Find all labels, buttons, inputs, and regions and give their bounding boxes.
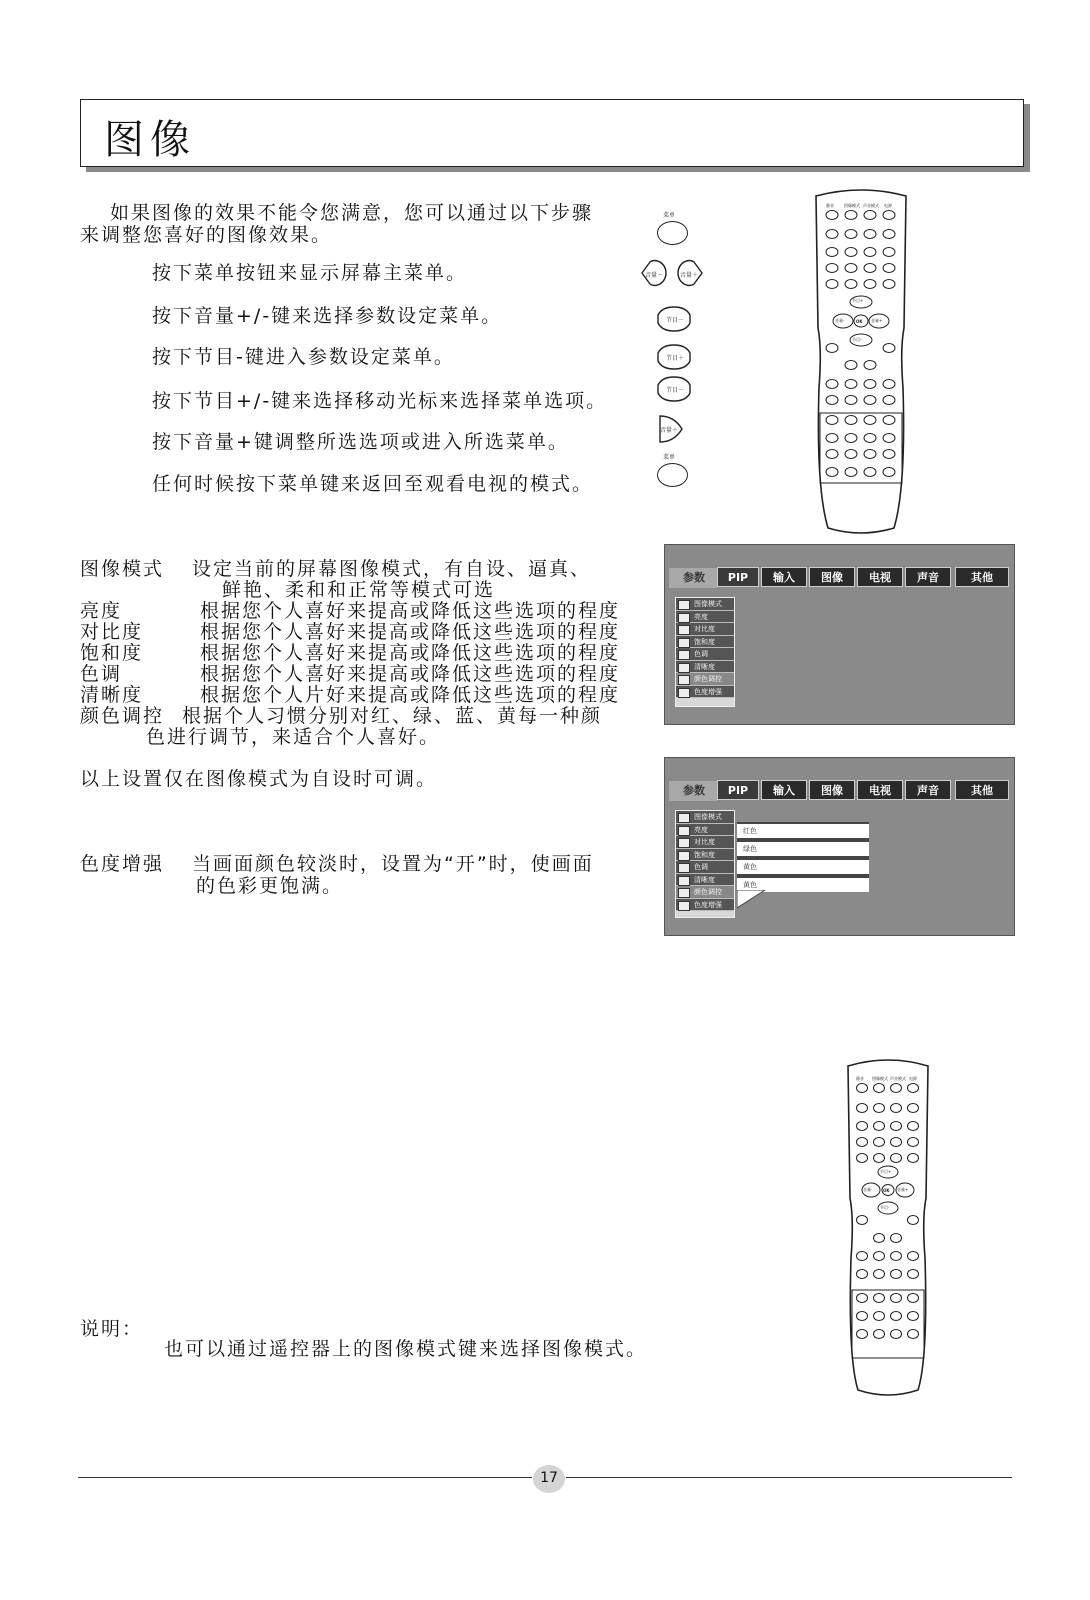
osd-color-submenu — [737, 822, 869, 892]
svg-text:OK: OK — [856, 319, 863, 324]
step-2: 按下音量+/-键来选择参数设定菜单。 — [152, 305, 503, 327]
osd-menu-screenshot — [664, 544, 1015, 725]
osd-item: 图像模式 — [676, 598, 734, 611]
osd-item-list — [675, 597, 735, 707]
svg-text:节目+: 节目+ — [880, 1169, 892, 1174]
hue-icon — [678, 863, 690, 873]
svg-text:节目-: 节目- — [852, 337, 862, 342]
osd-tab-picture: 图像 — [809, 780, 855, 800]
svg-text:音量-: 音量- — [863, 1187, 873, 1192]
osd-tab-params: 参数 — [669, 781, 717, 801]
setting-name-sharpness: 清晰度 — [80, 684, 144, 706]
osd-item-selected: 颜色调控 — [676, 673, 734, 686]
osd-tab-params: 参数 — [669, 568, 717, 588]
setting-desc-hue: 根据您个人喜好来提高或降低这些选项的程度 — [200, 663, 621, 685]
osd-item: 对比度 — [676, 836, 734, 849]
saturation-icon — [678, 851, 690, 861]
sharpness-icon — [678, 663, 690, 673]
svg-text:音量-: 音量- — [835, 318, 845, 323]
setting-name-color-enhance: 色度增强 — [80, 853, 165, 875]
osd-item-list — [675, 810, 735, 918]
osd-sub-item-yellow: 黄色 — [737, 860, 869, 874]
contrast-icon — [678, 625, 690, 635]
color-control-icon — [678, 888, 690, 898]
explain-label: 说明： — [80, 1318, 144, 1340]
setting-desc-picture-mode-2: 鲜艳、柔和和正常等模式可选 — [222, 579, 496, 601]
osd-tab-sound: 声音 — [905, 780, 951, 800]
sharpness-icon — [678, 876, 690, 886]
osd-item: 色度增强 — [676, 899, 734, 912]
svg-text:图像模式: 图像模式 — [844, 203, 860, 208]
svg-text:静音: 静音 — [826, 203, 834, 208]
svg-text:电源: 电源 — [884, 203, 892, 208]
brightness-icon — [678, 826, 690, 836]
footer-rule-right — [566, 1477, 1012, 1478]
setting-desc-contrast: 根据您个人喜好来提高或降低这些选项的程度 — [200, 621, 621, 643]
setting-desc-color-control: 根据个人习惯分别对红、绿、蓝、黄每一种颜 — [182, 705, 603, 727]
svg-text:图像模式: 图像模式 — [872, 1076, 888, 1081]
osd-sub-item-green: 绿色 — [737, 842, 869, 856]
prog-minus-label: 节目－ — [666, 317, 685, 324]
setting-desc-color-enhance-2: 的色彩更饱满。 — [196, 875, 344, 897]
setting-desc-sharpness: 根据您个人片好来提高或降低这些选项的程度 — [200, 684, 621, 706]
osd-sub-item-yellow-2: 黄色 — [737, 878, 869, 892]
picture-mode-icon — [678, 600, 690, 610]
page-title: 图像 — [104, 117, 196, 163]
osd-item: 色调 — [676, 648, 734, 661]
title-box — [80, 99, 1024, 167]
svg-text:节目-: 节目- — [880, 1205, 890, 1210]
menu-key-icon — [657, 221, 688, 245]
color-enhance-icon — [678, 901, 690, 911]
hue-icon — [678, 650, 690, 660]
svg-text:声音模式: 声音模式 — [863, 203, 879, 208]
picture-mode-icon — [678, 813, 690, 823]
osd-item: 对比度 — [676, 623, 734, 636]
osd-tab-pip: PIP — [717, 780, 759, 800]
osd-tab-tv: 电视 — [857, 780, 903, 800]
step-5: 按下音量+键调整所选选项或进入所选菜单。 — [152, 431, 569, 453]
svg-text:音量+: 音量+ — [897, 1187, 909, 1192]
osd-item-selected: 颜色调控 — [676, 886, 734, 899]
color-enhance-icon — [678, 688, 690, 698]
svg-text:OK: OK — [883, 1188, 890, 1193]
intro-line-2: 来调整您喜好的图像效果。 — [80, 224, 333, 246]
osd-item: 清晰度 — [676, 661, 734, 674]
osd-item: 清晰度 — [676, 874, 734, 887]
remote-control-illustration — [808, 188, 914, 536]
saturation-icon — [678, 638, 690, 648]
osd-item: 饱和度 — [676, 849, 734, 862]
osd-item: 饱和度 — [676, 636, 734, 649]
setting-desc-color-enhance: 当画面颜色较淡时，设置为“开”时，使画面 — [192, 853, 594, 875]
setting-desc-brightness: 根据您个人喜好来提高或降低这些选项的程度 — [200, 600, 621, 622]
svg-text:静音: 静音 — [856, 1076, 864, 1081]
prog-minus-label-2: 节目－ — [666, 387, 685, 394]
setting-desc-saturation: 根据您个人喜好来提高或降低这些选项的程度 — [200, 642, 621, 664]
osd-tab-sound: 声音 — [905, 567, 951, 587]
setting-desc-picture-mode: 设定当前的屏幕图像模式，有自设、逼真、 — [192, 558, 592, 580]
contrast-icon — [678, 838, 690, 848]
setting-name-color-control: 颜色调控 — [80, 705, 165, 727]
step-1: 按下菜单按钮来显示屏幕主菜单。 — [152, 262, 468, 284]
vol-plus-label: 音量＋ — [680, 272, 699, 279]
osd-submenu-screenshot — [664, 757, 1015, 936]
svg-text:节目+: 节目+ — [852, 298, 864, 303]
osd-tab-input: 输入 — [761, 567, 807, 587]
osd-item: 亮度 — [676, 824, 734, 837]
footer-rule-left — [78, 1477, 532, 1478]
menu-key-label: 菜单 — [663, 212, 676, 219]
menu-key-icon-2 — [657, 463, 688, 487]
remote-control-illustration-2 — [840, 1058, 936, 1398]
svg-text:电源: 电源 — [909, 1076, 917, 1081]
explain-text: 也可以通过遥控器上的图像模式键来选择图像模式。 — [164, 1338, 648, 1360]
brightness-icon — [678, 613, 690, 623]
osd-tab-other: 其他 — [955, 567, 1009, 587]
step-3: 按下节目-键进入参数设定菜单。 — [152, 346, 455, 368]
osd-tab-pip: PIP — [717, 567, 759, 587]
osd-item: 色调 — [676, 861, 734, 874]
osd-tab-input: 输入 — [761, 780, 807, 800]
setting-name-picture-mode: 图像模式 — [80, 558, 165, 580]
vol-minus-label: 音量－ — [645, 272, 664, 279]
setting-name-brightness: 亮度 — [80, 600, 123, 622]
osd-tab-other: 其他 — [955, 780, 1009, 800]
osd-tab-picture: 图像 — [809, 567, 855, 587]
page-number: 17 — [540, 1470, 558, 1486]
prog-plus-label: 节目＋ — [666, 355, 685, 362]
intro-line-1: 如果图像的效果不能令您满意，您可以通过以下步骤 — [110, 202, 594, 224]
osd-item: 亮度 — [676, 611, 734, 624]
step-4: 按下节目+/-键来选择移动光标来选择菜单选项。 — [152, 390, 608, 412]
menu-key-label-2: 菜单 — [663, 454, 676, 461]
vol-plus-label-2: 音量＋ — [660, 427, 679, 434]
osd-sub-item-red: 红色 — [737, 824, 869, 838]
osd-item: 图像模式 — [676, 811, 734, 824]
step-6: 任何时候按下菜单键来返回至观看电视的模式。 — [152, 473, 594, 495]
osd-item: 色度增强 — [676, 686, 734, 699]
svg-text:声音模式: 声音模式 — [890, 1076, 906, 1081]
setting-desc-color-control-2: 色进行调节，来适合个人喜好。 — [146, 726, 441, 748]
setting-name-saturation: 饱和度 — [80, 642, 144, 664]
color-control-icon — [678, 675, 690, 685]
setting-name-contrast: 对比度 — [80, 621, 144, 643]
submenu-pointer — [737, 890, 767, 910]
svg-text:音量+: 音量+ — [871, 318, 883, 323]
osd-tab-tv: 电视 — [857, 567, 903, 587]
custom-mode-note: 以上设置仅在图像模式为自设时可调。 — [80, 768, 438, 790]
setting-name-hue: 色调 — [80, 663, 123, 685]
